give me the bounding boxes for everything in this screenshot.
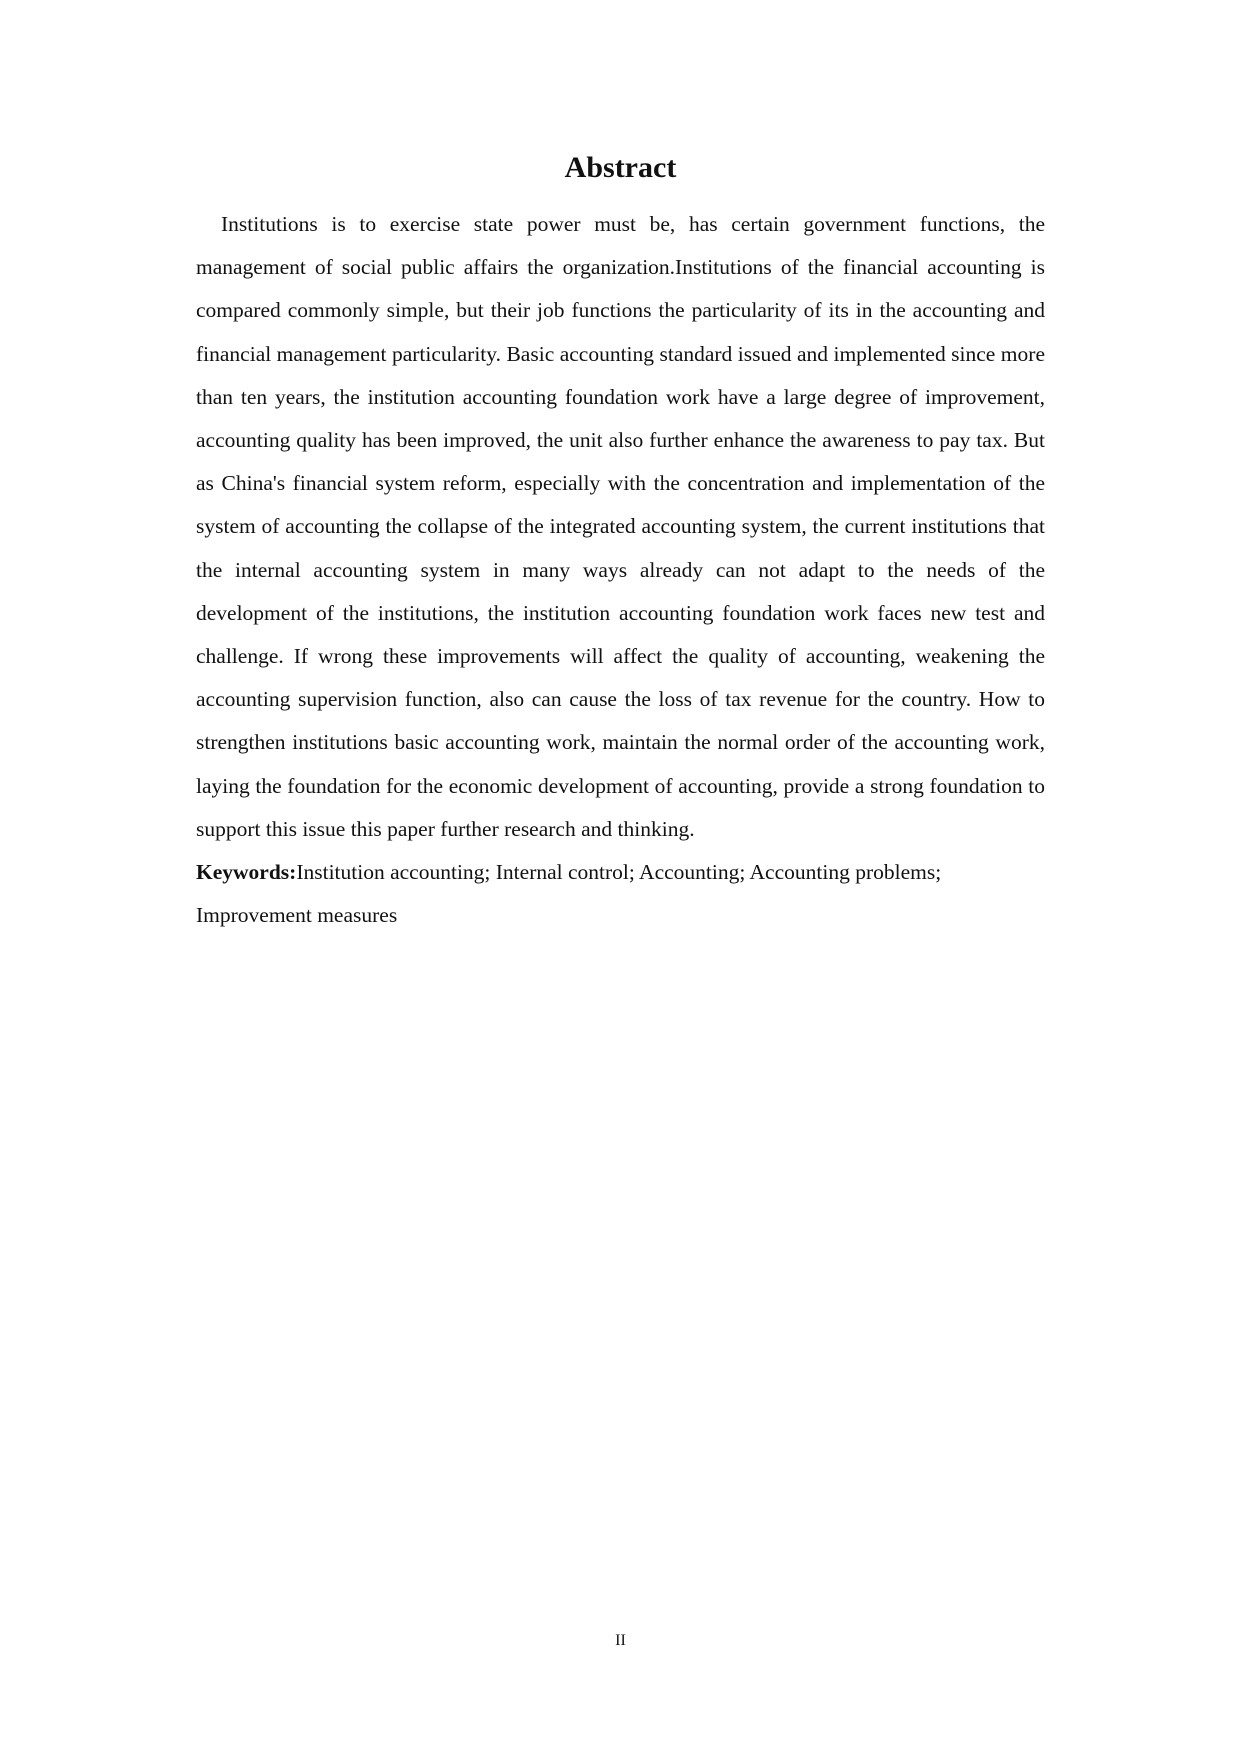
keywords-text: Institution accounting; Internal control; Accounting; Accounting problems; Improvement measures [196,860,942,928]
abstract-title: Abstract [564,151,677,184]
keywords-line [196,851,1045,937]
keywords-label: Keywords: [196,860,297,885]
abstract-paragraph: Institutions is to exercise state power must be, has certain government functions, the management of social public affairs the organization.Institutions of the financial accounting is compared commonly simple, but their job functions the particularity of its in the accounting and financial management particularity. Basic accounting standard issued and implemented since more than ten years, the institution accounting foundation work have a large degree of improvement, accounting quality has been improved, the unit also further enhance the awareness to pay tax. But as China's financial system reform, especially with the concentration and implementation of the system of accounting the collapse of the integrated accounting system, the current institutions that the internal accounting system in many ways already can not adapt to the needs of the development of the institutions, the institution accounting foundation work faces new test and challenge. If wrong these improvements will affect the quality of accounting, weakening the accounting supervision function, also can cause the loss of tax revenue for the country. How to strengthen institutions basic accounting work, maintain the normal order of the accounting work, laying the foundation for the economic development of accounting, provide a strong foundation to support this issue this paper further research and thinking. [196,212,1045,841]
abstract-body [196,203,1045,937]
page-number: II [615,1632,626,1649]
